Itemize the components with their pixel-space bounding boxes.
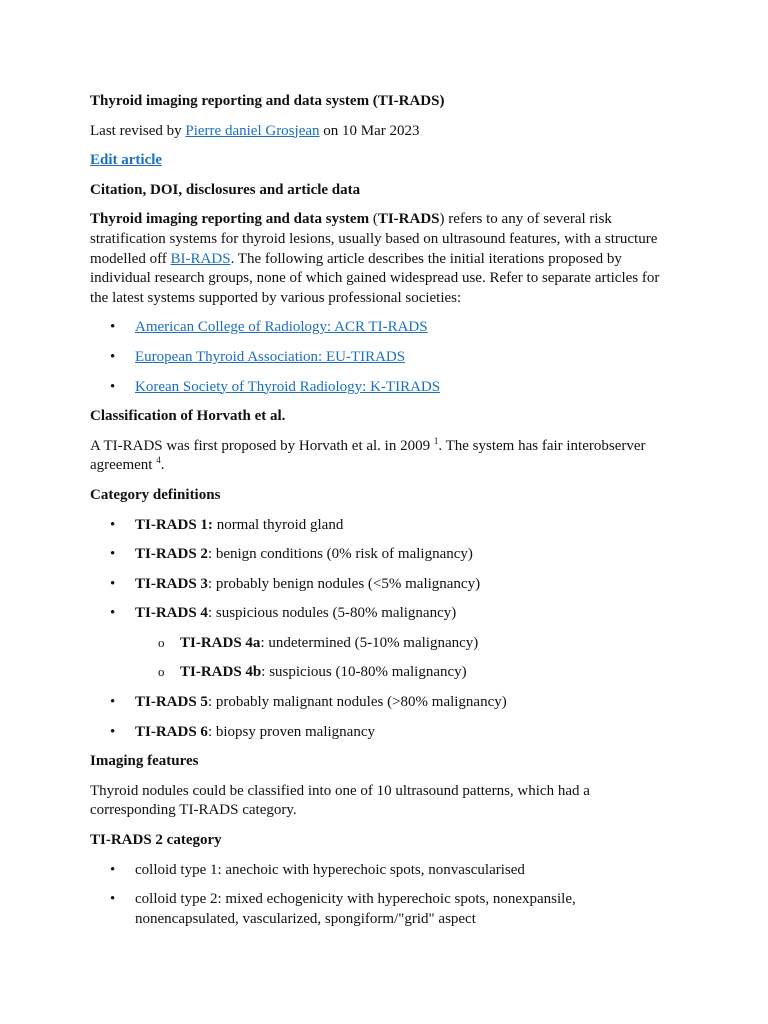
birads-link[interactable]: BI-RADS [170, 250, 231, 267]
subcategory-list [135, 634, 672, 683]
reference-1[interactable]: 1 [433, 435, 439, 446]
category-label: TI-RADS 4 [135, 605, 208, 622]
category-label: TI-RADS 2 [135, 546, 208, 563]
list-item [90, 516, 672, 536]
list-item: • colloid type 1: anechoic with hyperechoic spots, nonvascularised [90, 861, 672, 881]
horvath-paragraph [90, 437, 672, 476]
list-item [90, 378, 672, 398]
subcategory-label: TI-RADS 4b [180, 664, 262, 681]
tirads-2-list [90, 861, 672, 930]
intro-text-1: ) refers to any of several risk stratification systems for thyroid lesions, usually based on ultrasound features, with a structure modelled off [90, 211, 658, 267]
intro-abbr: TI-RADS [377, 211, 440, 228]
list-item [135, 663, 672, 683]
list-item: • colloid type 2: mixed echogenicity with hyperechoic spots, nonexpansile, nonencapsulated, vascularized, spongiform/"grid" aspect [90, 890, 672, 929]
category-text: : biopsy proven malignancy [207, 723, 375, 740]
tirads-2-heading: TI-RADS 2 category [90, 832, 222, 849]
category-text: : suspicious nodules (5-80% malignancy) [207, 605, 457, 622]
imaging-features-heading: Imaging features [90, 753, 199, 770]
acr-tirads-link[interactable]: American College of Radiology: ACR TI-RADS [135, 319, 428, 336]
edit-line [90, 151, 672, 171]
intro-paragraph [90, 210, 672, 308]
society-links-list [90, 318, 672, 397]
article-page [90, 92, 672, 939]
imaging-paragraph: Thyroid nodules could be classified into one of 10 ultrasound patterns, which had a corresponding TI-RADS category. [90, 782, 590, 819]
revised-prefix: Last revised by [90, 122, 186, 139]
reference-4[interactable]: 4 [156, 455, 161, 466]
intro-term: Thyroid imaging reporting and data system [90, 211, 370, 228]
category-text: : probably malignant nodules (>80% malignancy) [207, 694, 507, 711]
horvath-text-1: A TI-RADS was first proposed by Horvath et al. in 2009 [90, 437, 434, 454]
intro-text-2: . The following article describes the initial iterations proposed by individual research groups, none of which gained widespread use. Refer to separate articles for the latest systems supported by various professional societies: [90, 250, 660, 306]
horvath-text-3: . [160, 457, 165, 474]
list-item [90, 604, 672, 683]
category-definitions-heading: Category definitions [90, 486, 221, 503]
eu-tirads-link[interactable]: European Thyroid Association: EU-TIRADS [135, 348, 406, 365]
citation-heading[interactable]: Citation, DOI, disclosures and article data [90, 181, 361, 198]
horvath-text-2: . The system has fair interobserver agreement [90, 437, 646, 474]
category-label: TI-RADS 3 [135, 575, 208, 592]
category-label: TI-RADS 6 [135, 723, 208, 740]
list-item [90, 723, 672, 743]
subcategory-text: : undetermined (5-10% malignancy) [260, 634, 479, 651]
revised-suffix: on 10 Mar 2023 [319, 122, 420, 139]
list-item [90, 575, 672, 595]
list-item [90, 348, 672, 368]
list-item [90, 545, 672, 565]
category-text: : benign conditions (0% risk of malignancy) [207, 546, 473, 563]
list-item [135, 634, 672, 654]
intro-paren-open: ( [369, 211, 378, 228]
list-item [90, 318, 672, 338]
author-link[interactable]: Pierre daniel Grosjean [185, 122, 320, 139]
k-tirads-link[interactable]: Korean Society of Thyroid Radiology: K-TIRADS [135, 378, 441, 395]
revision-line [90, 122, 672, 142]
edit-article-link[interactable]: Edit article [90, 152, 163, 169]
category-label: TI-RADS 5 [135, 694, 208, 711]
list-item [90, 693, 672, 713]
category-text: normal thyroid gland [212, 516, 344, 533]
category-list [90, 516, 672, 743]
article-title: Thyroid imaging reporting and data system (TI-RADS) [90, 93, 445, 109]
subcategory-text: : suspicious (10-80% malignancy) [261, 664, 467, 681]
category-label: TI-RADS 1: [135, 516, 213, 533]
horvath-heading: Classification of Horvath et al. [90, 408, 286, 425]
subcategory-label: TI-RADS 4a [180, 634, 261, 651]
category-text: : probably benign nodules (<5% malignancy) [207, 575, 481, 592]
